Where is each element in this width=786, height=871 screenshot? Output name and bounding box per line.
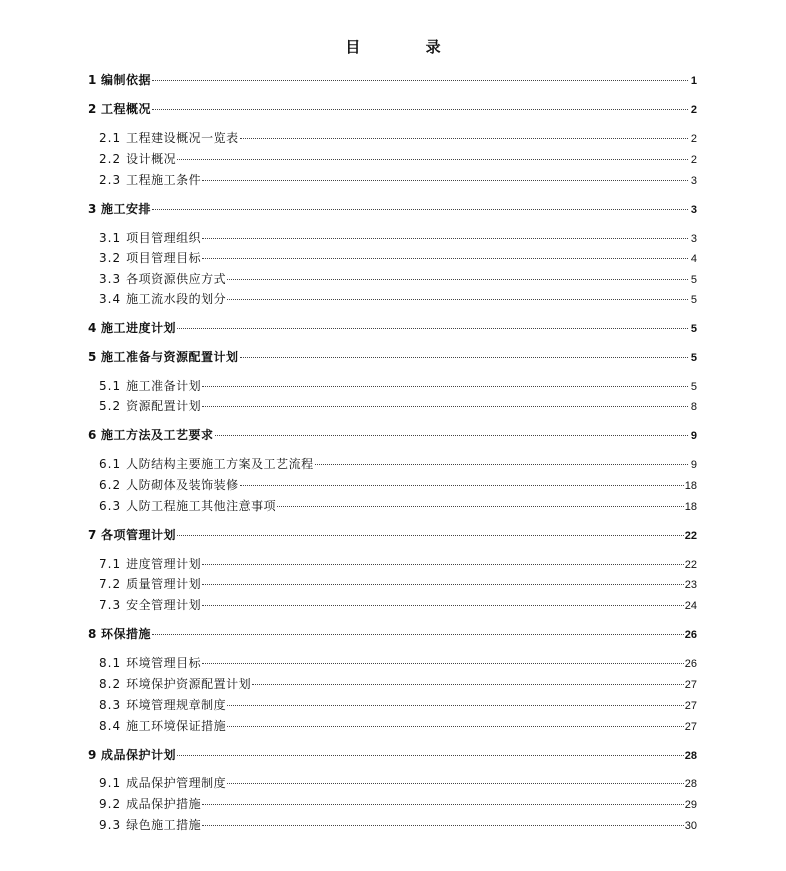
toc-chapter-entry[interactable] bbox=[88, 349, 697, 365]
entry-label: 施工环境保证措施 bbox=[126, 719, 227, 733]
dot-leader bbox=[202, 662, 684, 664]
toc-section-entry[interactable] bbox=[88, 775, 697, 791]
entry-label: 质量管理计划 bbox=[126, 577, 202, 591]
entry-page-number: 2 bbox=[690, 104, 697, 116]
entry-label: 环境管理目标 bbox=[126, 656, 202, 670]
toc-section-entry[interactable] bbox=[88, 477, 697, 493]
entry-number: 7.2 bbox=[99, 577, 122, 591]
dot-leader bbox=[202, 179, 688, 181]
entry-page-number: 3 bbox=[690, 204, 697, 216]
toc-section-entry[interactable] bbox=[88, 291, 697, 307]
entry-page-number: 2 bbox=[690, 133, 697, 145]
toc-section-entry[interactable] bbox=[88, 718, 697, 734]
entry-number: 2.2 bbox=[99, 152, 122, 166]
entry-label: 环境管理规章制度 bbox=[126, 698, 227, 712]
entry-label: 成品保护计划 bbox=[101, 748, 177, 762]
entry-number: 9.2 bbox=[99, 797, 122, 811]
toc-section-entry[interactable] bbox=[88, 130, 697, 146]
entry-label: 施工方法及工艺要求 bbox=[101, 428, 214, 442]
toc-chapter-entry[interactable] bbox=[88, 72, 697, 88]
dot-leader bbox=[227, 278, 688, 280]
entry-number: 6 bbox=[88, 428, 97, 442]
dot-leader bbox=[240, 484, 684, 486]
entry-page-number: 26 bbox=[684, 629, 697, 641]
entry-page-number: 1 bbox=[690, 75, 697, 87]
entry-page-number: 30 bbox=[684, 820, 697, 832]
entry-number: 7 bbox=[88, 528, 97, 542]
entry-label: 环保措施 bbox=[101, 627, 152, 641]
entry-label: 工程施工条件 bbox=[126, 173, 202, 187]
entry-page-number: 24 bbox=[684, 600, 697, 612]
entry-number: 3.4 bbox=[99, 292, 122, 306]
entry-page-number: 28 bbox=[684, 750, 697, 762]
toc-chapter-entry[interactable] bbox=[88, 527, 697, 543]
entry-label: 环境保护资源配置计划 bbox=[126, 677, 252, 691]
entry-page-number: 2 bbox=[690, 154, 697, 166]
entry-page-number: 18 bbox=[684, 501, 697, 513]
dot-leader bbox=[227, 725, 684, 727]
toc-section-entry[interactable] bbox=[88, 796, 697, 812]
dot-leader bbox=[202, 257, 688, 259]
entry-page-number: 5 bbox=[690, 294, 697, 306]
entry-page-number: 8 bbox=[690, 401, 697, 413]
entry-page-number: 5 bbox=[690, 274, 697, 286]
entry-label: 进度管理计划 bbox=[126, 557, 202, 571]
dot-leader bbox=[202, 583, 684, 585]
dot-leader bbox=[202, 563, 684, 565]
dot-leader bbox=[240, 137, 688, 139]
entry-number: 9.1 bbox=[99, 776, 122, 790]
toc-title: 目 录 bbox=[345, 38, 471, 56]
entry-number: 2.1 bbox=[99, 131, 122, 145]
entry-page-number: 27 bbox=[684, 721, 697, 733]
entry-label: 工程建设概况一览表 bbox=[126, 131, 239, 145]
entry-label: 各项资源供应方式 bbox=[126, 272, 227, 286]
entry-number: 7.1 bbox=[99, 557, 122, 571]
toc-section-entry[interactable] bbox=[88, 676, 697, 692]
entry-label: 人防工程施工其他注意事项 bbox=[126, 499, 277, 513]
dot-leader bbox=[315, 463, 688, 465]
dot-leader bbox=[215, 434, 688, 436]
toc-section-entry[interactable] bbox=[88, 230, 697, 246]
entry-label: 绿色施工措施 bbox=[126, 818, 202, 832]
entry-page-number: 18 bbox=[684, 480, 697, 492]
entry-label: 各项管理计划 bbox=[101, 528, 177, 542]
entry-number: 3 bbox=[88, 202, 97, 216]
dot-leader bbox=[152, 108, 688, 110]
entry-number: 8.3 bbox=[99, 698, 122, 712]
dot-leader bbox=[177, 327, 688, 329]
toc-section-entry[interactable] bbox=[88, 378, 697, 394]
toc-section-entry[interactable] bbox=[88, 576, 697, 592]
entry-page-number: 5 bbox=[690, 323, 697, 335]
dot-leader bbox=[177, 158, 688, 160]
entry-label: 编制依据 bbox=[101, 73, 152, 87]
entry-number: 6.3 bbox=[99, 499, 122, 513]
entry-label: 成品保护措施 bbox=[126, 797, 202, 811]
entry-page-number: 9 bbox=[690, 459, 697, 471]
toc-section-entry[interactable] bbox=[88, 250, 697, 266]
entry-page-number: 27 bbox=[684, 679, 697, 691]
dot-leader bbox=[227, 298, 688, 300]
dot-leader bbox=[202, 824, 684, 826]
entry-page-number: 5 bbox=[690, 352, 697, 364]
entry-number: 8.1 bbox=[99, 656, 122, 670]
entry-page-number: 3 bbox=[690, 233, 697, 245]
toc-chapter-entry[interactable] bbox=[88, 626, 697, 642]
entry-page-number: 5 bbox=[690, 381, 697, 393]
toc-chapter-entry[interactable] bbox=[88, 747, 697, 763]
entry-number: 7.3 bbox=[99, 598, 122, 612]
dot-leader bbox=[202, 604, 684, 606]
entry-number: 4 bbox=[88, 321, 97, 335]
entry-number: 3.3 bbox=[99, 272, 122, 286]
toc-section-entry[interactable] bbox=[88, 697, 697, 713]
toc-section-entry[interactable] bbox=[88, 655, 697, 671]
entry-number: 8.2 bbox=[99, 677, 122, 691]
entry-label: 项目管理组织 bbox=[126, 231, 202, 245]
toc-section-entry[interactable] bbox=[88, 172, 697, 188]
dot-leader bbox=[202, 405, 688, 407]
entry-page-number: 22 bbox=[684, 559, 697, 571]
entry-number: 5.2 bbox=[99, 399, 122, 413]
entry-number: 2 bbox=[88, 102, 97, 116]
entry-label: 安全管理计划 bbox=[126, 598, 202, 612]
entry-number: 1 bbox=[88, 73, 97, 87]
dot-leader bbox=[252, 683, 684, 685]
toc-section-entry[interactable] bbox=[88, 597, 697, 613]
dot-leader bbox=[177, 754, 684, 756]
entry-number: 3.1 bbox=[99, 231, 122, 245]
entry-number: 6.2 bbox=[99, 478, 122, 492]
entry-page-number: 3 bbox=[690, 175, 697, 187]
entry-number: 8 bbox=[88, 627, 97, 641]
toc-section-entry[interactable] bbox=[88, 398, 697, 414]
entry-page-number: 23 bbox=[684, 579, 697, 591]
entry-number: 2.3 bbox=[99, 173, 122, 187]
entry-label: 施工进度计划 bbox=[101, 321, 177, 335]
dot-leader bbox=[277, 505, 684, 507]
entry-label: 资源配置计划 bbox=[126, 399, 202, 413]
entry-label: 人防结构主要施工方案及工艺流程 bbox=[126, 457, 314, 471]
toc-section-entry[interactable] bbox=[88, 498, 697, 514]
entry-number: 3.2 bbox=[99, 251, 122, 265]
dot-leader bbox=[202, 237, 688, 239]
dot-leader bbox=[240, 356, 688, 358]
entry-page-number: 22 bbox=[684, 530, 697, 542]
entry-label: 成品保护管理制度 bbox=[126, 776, 227, 790]
entry-label: 施工安排 bbox=[101, 202, 152, 216]
entry-number: 9 bbox=[88, 748, 97, 762]
dot-leader bbox=[152, 79, 688, 81]
toc-section-entry[interactable] bbox=[88, 456, 697, 472]
dot-leader bbox=[152, 633, 684, 635]
toc-section-entry[interactable] bbox=[88, 271, 697, 287]
entry-number: 9.3 bbox=[99, 818, 122, 832]
entry-number: 5 bbox=[88, 350, 97, 364]
dot-leader bbox=[202, 803, 684, 805]
entry-label: 施工准备与资源配置计划 bbox=[101, 350, 239, 364]
dot-leader bbox=[227, 704, 684, 706]
entry-label: 人防砌体及装饰装修 bbox=[126, 478, 239, 492]
entry-page-number: 9 bbox=[690, 430, 697, 442]
entry-page-number: 26 bbox=[684, 658, 697, 670]
dot-leader bbox=[202, 385, 688, 387]
toc-section-entry[interactable] bbox=[88, 556, 697, 572]
entry-number: 8.4 bbox=[99, 719, 122, 733]
entry-page-number: 28 bbox=[684, 778, 697, 790]
toc-chapter-entry[interactable] bbox=[88, 101, 697, 117]
toc-section-entry[interactable] bbox=[88, 151, 697, 167]
toc-chapter-entry[interactable] bbox=[88, 201, 697, 217]
dot-leader bbox=[177, 534, 684, 536]
entry-number: 6.1 bbox=[99, 457, 122, 471]
entry-label: 项目管理目标 bbox=[126, 251, 202, 265]
entry-page-number: 29 bbox=[684, 799, 697, 811]
entry-number: 5.1 bbox=[99, 379, 122, 393]
entry-page-number: 27 bbox=[684, 700, 697, 712]
toc-chapter-entry[interactable] bbox=[88, 427, 697, 443]
entry-label: 施工流水段的划分 bbox=[126, 292, 227, 306]
dot-leader bbox=[152, 208, 688, 210]
toc-chapter-entry[interactable] bbox=[88, 320, 697, 336]
entry-label: 施工准备计划 bbox=[126, 379, 202, 393]
toc-section-entry[interactable] bbox=[88, 817, 697, 833]
entry-label: 设计概况 bbox=[126, 152, 177, 166]
entry-label: 工程概况 bbox=[101, 102, 152, 116]
dot-leader bbox=[227, 782, 684, 784]
entry-page-number: 4 bbox=[690, 253, 697, 265]
